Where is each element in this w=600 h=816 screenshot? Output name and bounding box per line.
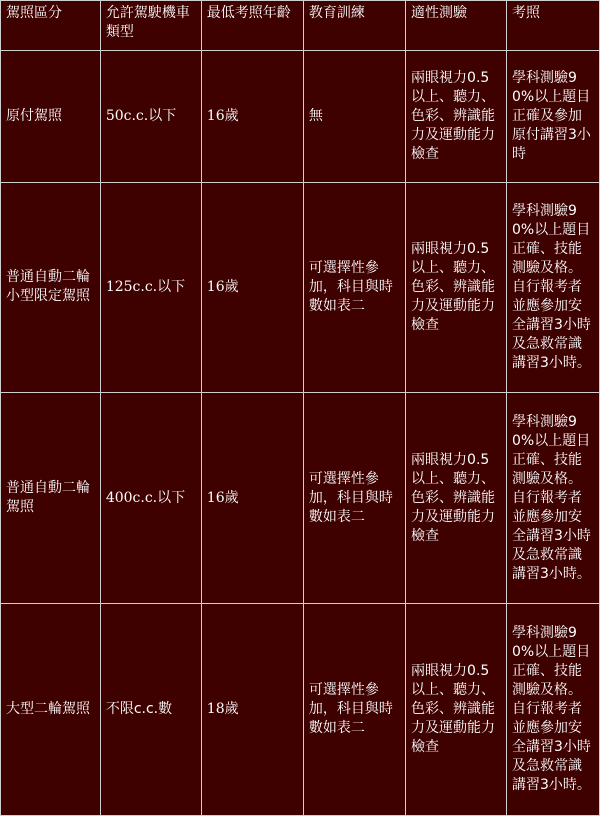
license-class-cell: 原付駕照	[1, 51, 101, 183]
training-cell: 無	[303, 51, 405, 183]
training-cell: 可選擇性參加，科目與時數如表二	[303, 604, 405, 816]
aptitude-cell: 兩眼視力0.5以上、聽力、色彩、辨識能力及運動能力檢查	[406, 393, 507, 604]
table-row	[1, 604, 600, 816]
exam-cell: 學科測驗90%以上題目正確、技能測驗及格。自行報考者並應參加安全講習3小時及急救常識講習3小時。	[507, 393, 600, 604]
training-cell: 可選擇性參加，科目與時數如表二	[303, 182, 405, 393]
header-min-age: 最低考照年齡	[201, 1, 303, 51]
exam-cell: 學科測驗90%以上題目正確及參加原付講習3小時	[507, 51, 600, 183]
header-training: 教育訓練	[303, 1, 405, 51]
aptitude-cell: 兩眼視力0.5以上、聽力、色彩、辨識能力及運動能力檢查	[406, 182, 507, 393]
license-class-cell: 大型二輪駕照	[1, 604, 101, 816]
min-age-cell: 16歲	[201, 51, 303, 183]
table-row	[1, 393, 600, 604]
training-cell: 可選擇性參加，科目與時數如表二	[303, 393, 405, 604]
license-class-cell: 普通自動二輪小型限定駕照	[1, 182, 101, 393]
exam-cell: 學科測驗90%以上題目正確、技能測驗及格。自行報考者並應參加安全講習3小時及急救常識講習3小時。	[507, 182, 600, 393]
aptitude-cell: 兩眼視力0.5以上、聽力、色彩、辨識能力及運動能力檢查	[406, 604, 507, 816]
aptitude-cell: 兩眼視力0.5以上、聽力、色彩、辨識能力及運動能力檢查	[406, 51, 507, 183]
min-age-cell: 16歲	[201, 393, 303, 604]
displacement-cell: 50c.c.以下	[100, 51, 201, 183]
header-aptitude-test: 適性測驗	[406, 1, 507, 51]
table-row	[1, 182, 600, 393]
header-allowed-vehicle: 允許駕駛機車類型	[100, 1, 201, 51]
displacement-cell: 125c.c.以下	[100, 182, 201, 393]
license-class-cell: 普通自動二輪駕照	[1, 393, 101, 604]
displacement-cell: 不限c.c.數	[100, 604, 201, 816]
min-age-cell: 16歲	[201, 182, 303, 393]
min-age-cell: 18歲	[201, 604, 303, 816]
header-license-class: 駕照區分	[1, 1, 101, 51]
header-exam: 考照	[507, 1, 600, 51]
table-row	[1, 51, 600, 183]
table-header-row	[1, 1, 600, 51]
exam-cell: 學科測驗90%以上題目正確、技能測驗及格。自行報考者並應參加安全講習3小時及急救常識講習3小時。	[507, 604, 600, 816]
displacement-cell: 400c.c.以下	[100, 393, 201, 604]
